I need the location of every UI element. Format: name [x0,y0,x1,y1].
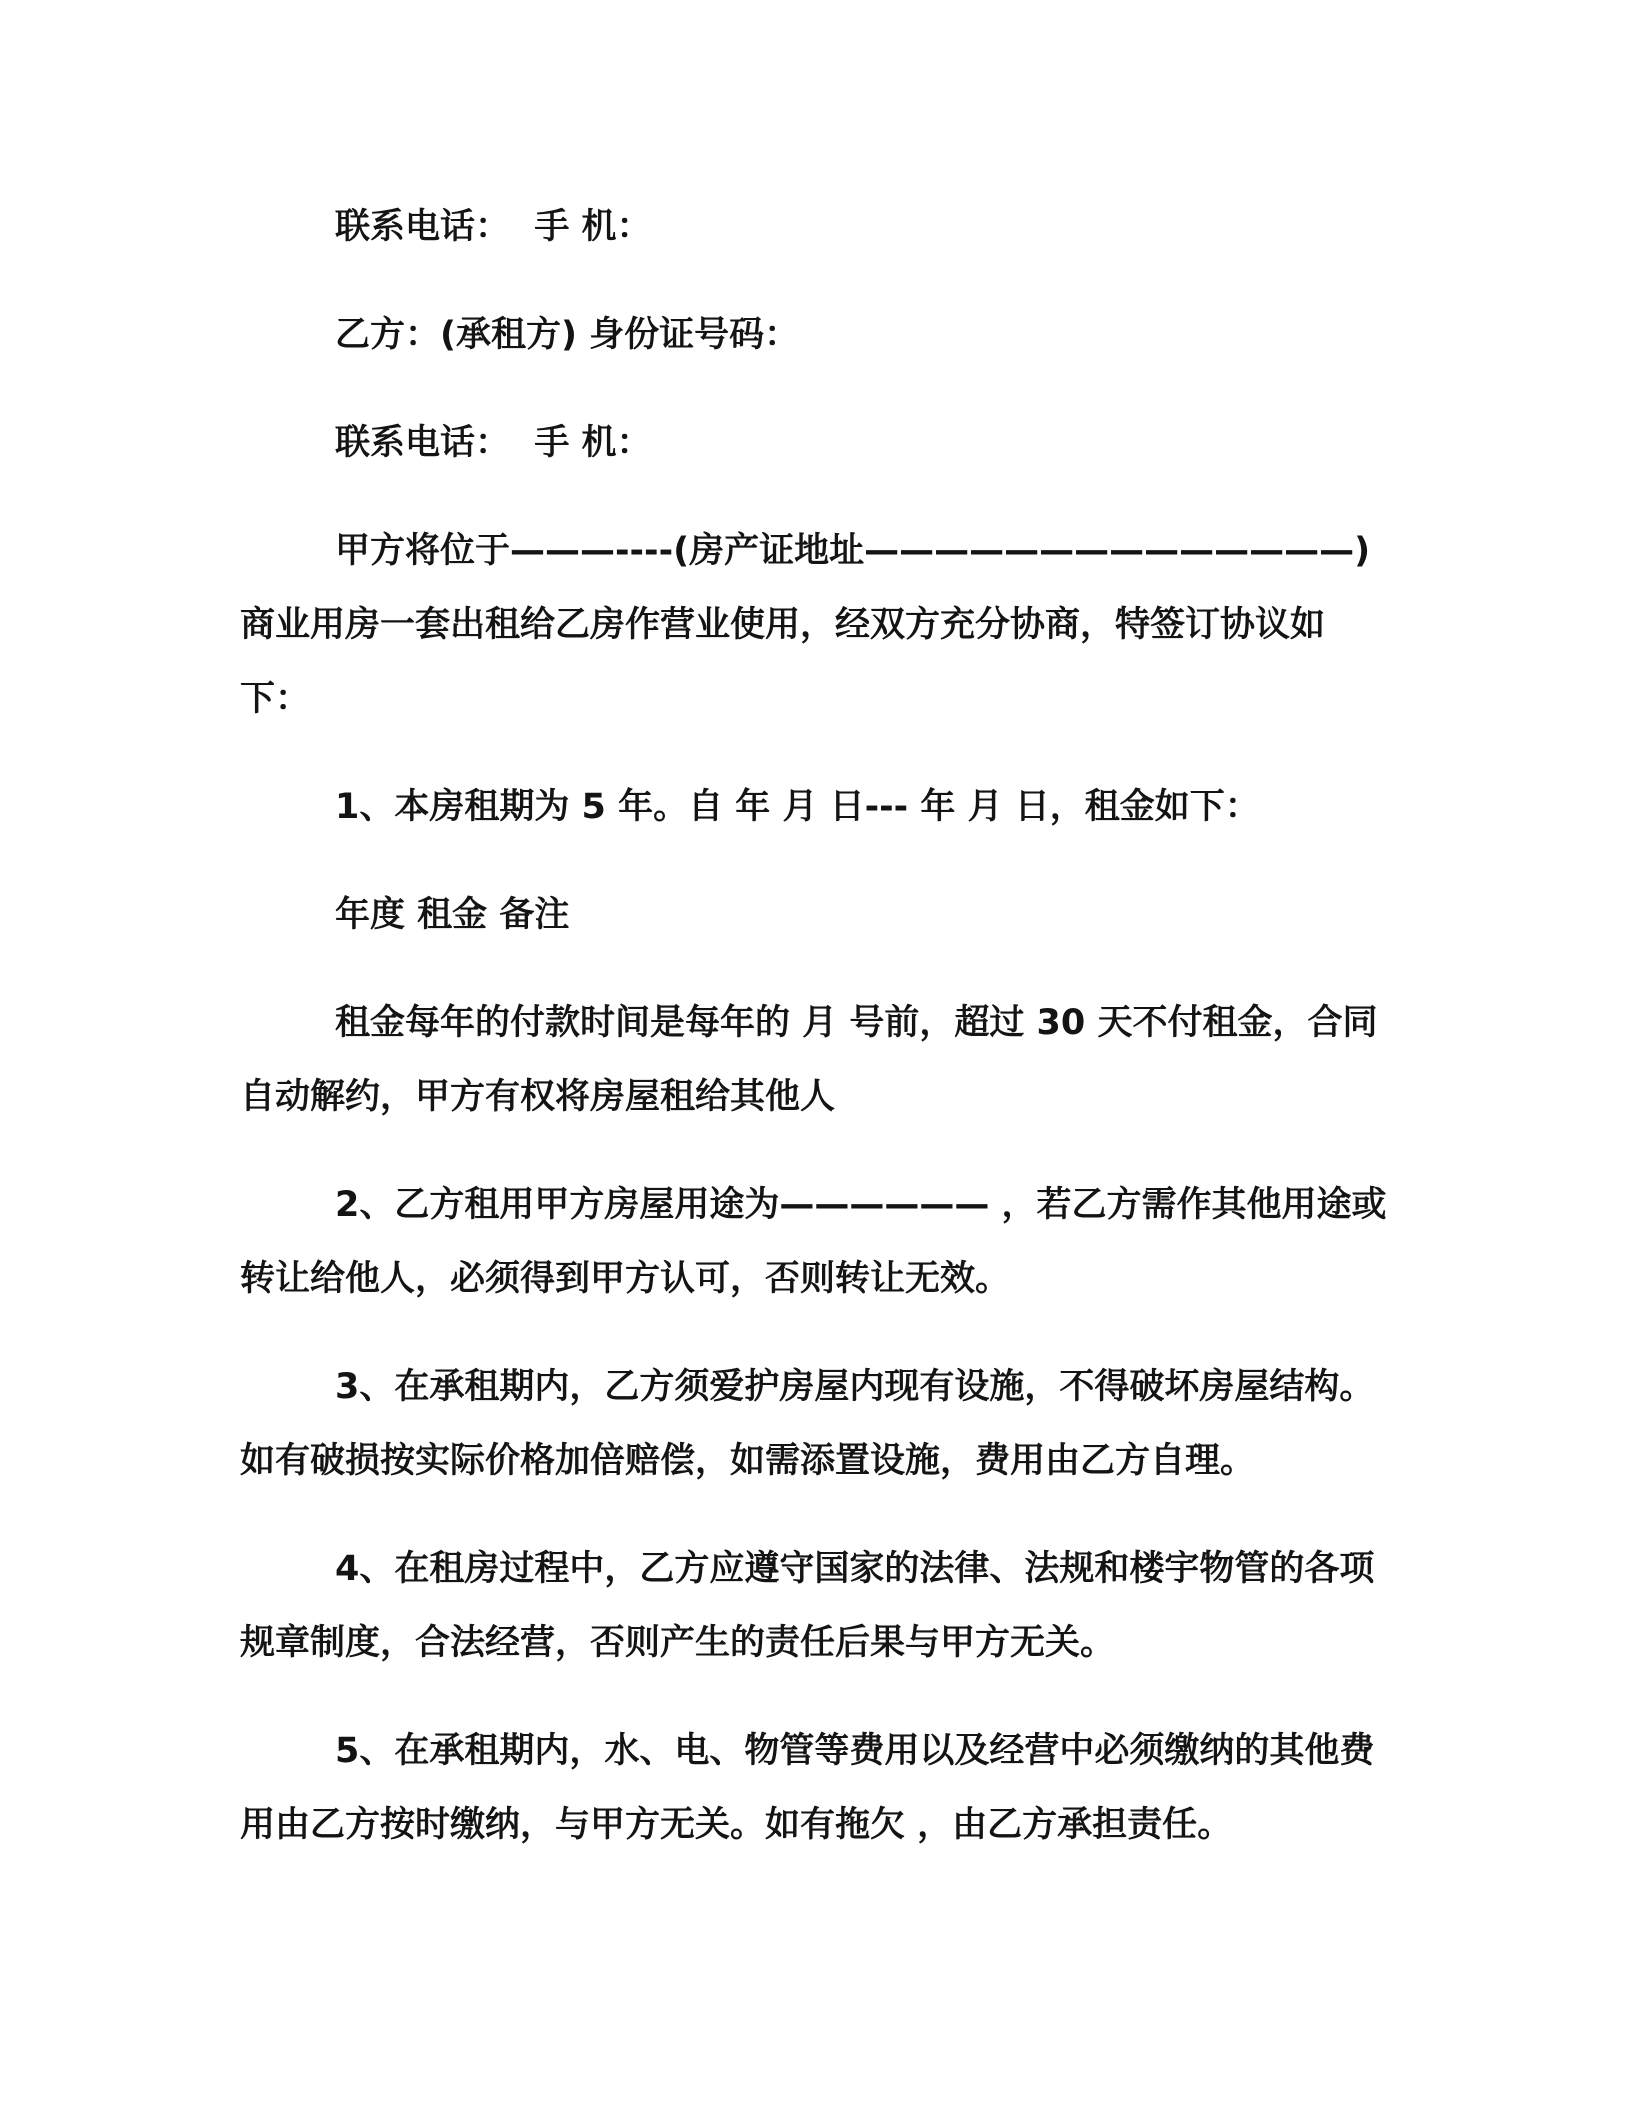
rent-payment-paragraph: 租金每年的付款时间是每年的 月 号前，超过 30 天不付租金，合同自动解约，甲方有权将房屋租给其他人 [240,1003,1378,1117]
party-b-id-line: 乙方：(承租方) 身份证号码： [335,315,800,355]
premises-description-paragraph: 甲方将位于———----(房产证地址——————————————) 商业用房一套出租给乙房作营业使用，经双方充分协商，特签订协议如下： [240,531,1383,719]
document-body [240,190,1390,1896]
clause-5-fees: 5、在承租期内，水、电、物管等费用以及经营中必须缴纳的其他费用由乙方按时缴纳，与甲方无关。如有拖欠 ，由乙方承担责任。 [240,1731,1375,1845]
clause-4-compliance: 4、在租房过程中，乙方应遵守国家的法律、法规和楼宇物管的各项规章制度，合法经营，否则产生的责任后果与甲方无关。 [240,1549,1375,1663]
party-b-contact-line: 联系电话： 手 机： [335,423,652,463]
clause-1-lease-term: 1、本房租期为 5 年。自 年 月 日--- 年 月 日，租金如下： [335,787,1260,827]
rent-table-header: 年度 租金 备注 [335,895,570,935]
clause-2-usage: 2、乙方租用甲方房屋用途为—————— ，若乙方需作其他用途或转让给他人，必须得到甲方认可，否则转让无效。 [240,1185,1387,1299]
party-a-contact-line: 联系电话： 手 机： [335,207,652,247]
clause-3-facilities: 3、在承租期内，乙方须爱护房屋内现有设施，不得破坏房屋结构。如有破损按实际价格加倍赔偿，如需添置设施，费用由乙方自理。 [240,1367,1375,1481]
